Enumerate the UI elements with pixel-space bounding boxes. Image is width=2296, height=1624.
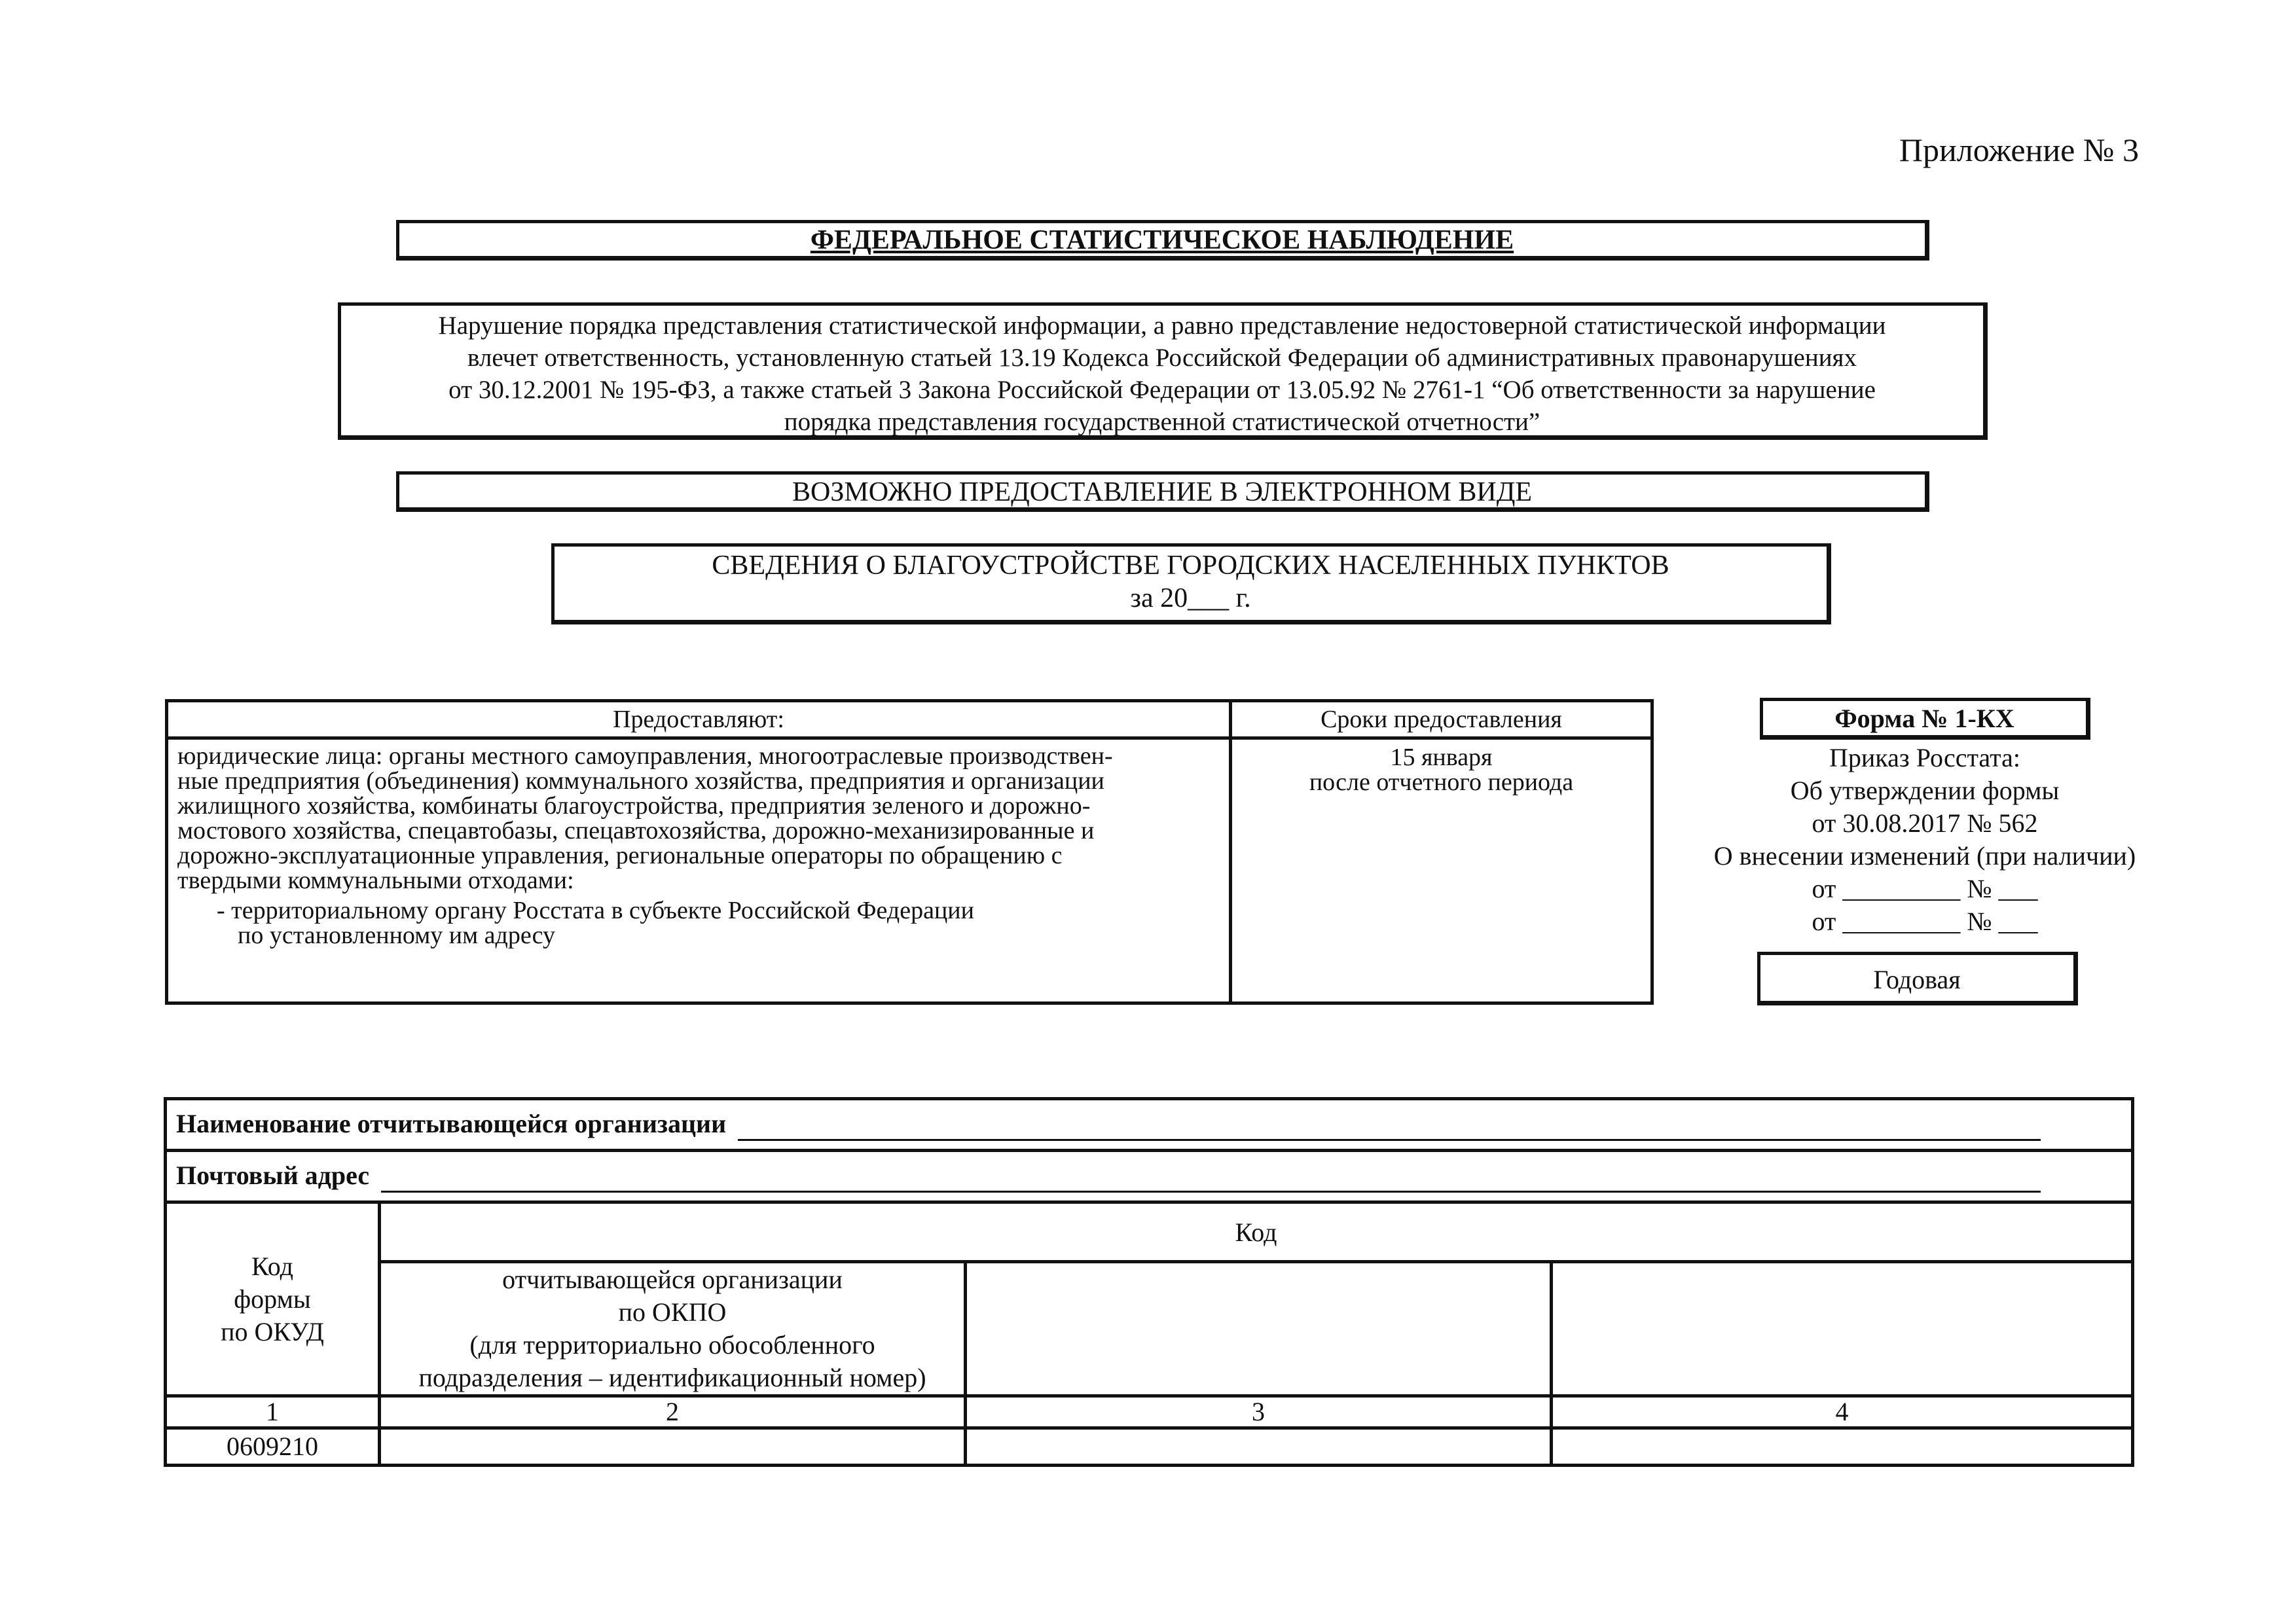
code-col4-input[interactable] (1552, 1428, 2133, 1466)
okpo-header (380, 1262, 966, 1396)
legal-warning-box (338, 302, 1988, 440)
okpo-header-line: отчитывающейся организации (502, 1265, 843, 1294)
okud-header (166, 1202, 380, 1396)
report-title: СВЕДЕНИЯ О БЛАГОУСТРОЙСТВЕ ГОРОДСКИХ НАСЕЛЕННЫХ ПУНКТОВ (712, 550, 1669, 581)
report-title-box (551, 543, 1831, 624)
federal-observation-text: ФЕДЕРАЛЬНОЕ СТАТИСТИЧЕСКОЕ НАБЛЮДЕНИЕ (810, 225, 1514, 255)
deadline-period: после отчетного периода (1309, 768, 1574, 796)
org-name-input[interactable] (738, 1108, 2041, 1141)
okpo-header-line: подразделения – идентификационный номер) (418, 1363, 926, 1392)
order-line: от _________ № ___ (1812, 874, 2038, 903)
column-number: 2 (380, 1396, 966, 1428)
org-name-row (166, 1099, 2133, 1151)
recipient-address-line: по установленному им адресу (238, 922, 556, 949)
report-year: за 20___ г. (1130, 583, 1251, 613)
postal-address-input[interactable] (381, 1160, 2041, 1193)
periodicity-label: Годовая (1873, 965, 1961, 994)
appendix-label: Приложение № 3 (1899, 132, 2139, 168)
submitters-line: твердыми коммунальными отходами: (177, 867, 574, 894)
organization-table (164, 1097, 2134, 1467)
column-number: 1 (166, 1396, 380, 1428)
code-header: Код (380, 1202, 2133, 1262)
warning-line: Нарушение порядка представления статистической информации, а равно представление недостоверной статистической информации (438, 312, 1886, 340)
submitters-cell (167, 738, 1231, 1003)
order-line: от 30.08.2017 № 562 (1812, 808, 2038, 838)
okud-code-cell: 0609210 (166, 1428, 380, 1466)
periodicity-box (1757, 952, 2078, 1005)
submitters-line: дорожно-эксплуатационные управления, региональные операторы по обращению с (177, 842, 1063, 869)
warning-line: от 30.12.2001 № 195-ФЗ, а также статьей 3 Закона Российской Федерации от 13.05.92 № 2761-1 “Об ответственности за нарушение (448, 376, 1876, 404)
electronic-notice-text: ВОЗМОЖНО ПРЕДОСТАВЛЕНИЕ В ЭЛЕКТРОННОМ ВИДЕ (792, 477, 1533, 507)
recipient-line: - территориальному органу Росстата в субъекте Российской Федерации (217, 897, 974, 924)
warning-line: порядка представления государственной статистической отчетности” (784, 408, 1540, 436)
postal-address-label: Почтовый адрес (176, 1161, 370, 1190)
submission-table (165, 699, 1654, 1005)
order-line: Об утверждении формы (1790, 776, 2060, 805)
order-line: О внесении изменений (при наличии) (1713, 841, 2136, 871)
form-number-box (1760, 698, 2090, 740)
org-name-label: Наименование отчитывающейся организации (176, 1109, 727, 1138)
deadline-header: Сроки предоставления (1231, 701, 1652, 738)
postal-address-row (166, 1151, 2133, 1202)
order-line: от _________ № ___ (1812, 907, 2038, 936)
okpo-header-line: по ОКПО (618, 1297, 727, 1327)
electronic-submission-notice (396, 471, 1929, 512)
federal-observation-header (396, 220, 1929, 261)
okpo-header-line: (для территориально обособленного (469, 1330, 875, 1360)
code-col3-header (966, 1262, 1552, 1396)
submitters-line: ные предприятия (объединения) коммунального хозяйства, предприятия и организации (177, 767, 1104, 795)
code-col3-input[interactable] (966, 1428, 1552, 1466)
column-number: 3 (966, 1396, 1552, 1428)
warning-line: влечет ответственность, установленную статьей 13.19 Кодекса Российской Федерации об административных правонарушениях (467, 344, 1857, 372)
okud-header-line: Код (251, 1251, 293, 1281)
deadline-date: 15 января (1390, 744, 1493, 771)
submitters-header: Предоставляют: (167, 701, 1231, 738)
submitters-line: жилищного хозяйства, комбинаты благоустройства, предприятия зеленого и дорожно- (177, 792, 1091, 820)
code-col4-header (1552, 1262, 2133, 1396)
form-number: Форма № 1-КХ (1834, 704, 2014, 733)
okpo-code-input[interactable] (380, 1428, 966, 1466)
submitters-line: юридические лица: органы местного самоуправления, многоотраслевые производствен- (177, 742, 1113, 770)
order-line: Приказ Росстата: (1829, 743, 2020, 772)
okud-header-line: по ОКУД (221, 1316, 324, 1346)
column-number: 4 (1552, 1396, 2133, 1428)
submitters-line: мостового хозяйства, спецавтобазы, спецавтохозяйства, дорожно-механизированные и (177, 817, 1095, 844)
okud-header-line: формы (234, 1284, 311, 1314)
deadline-cell (1231, 738, 1652, 1003)
